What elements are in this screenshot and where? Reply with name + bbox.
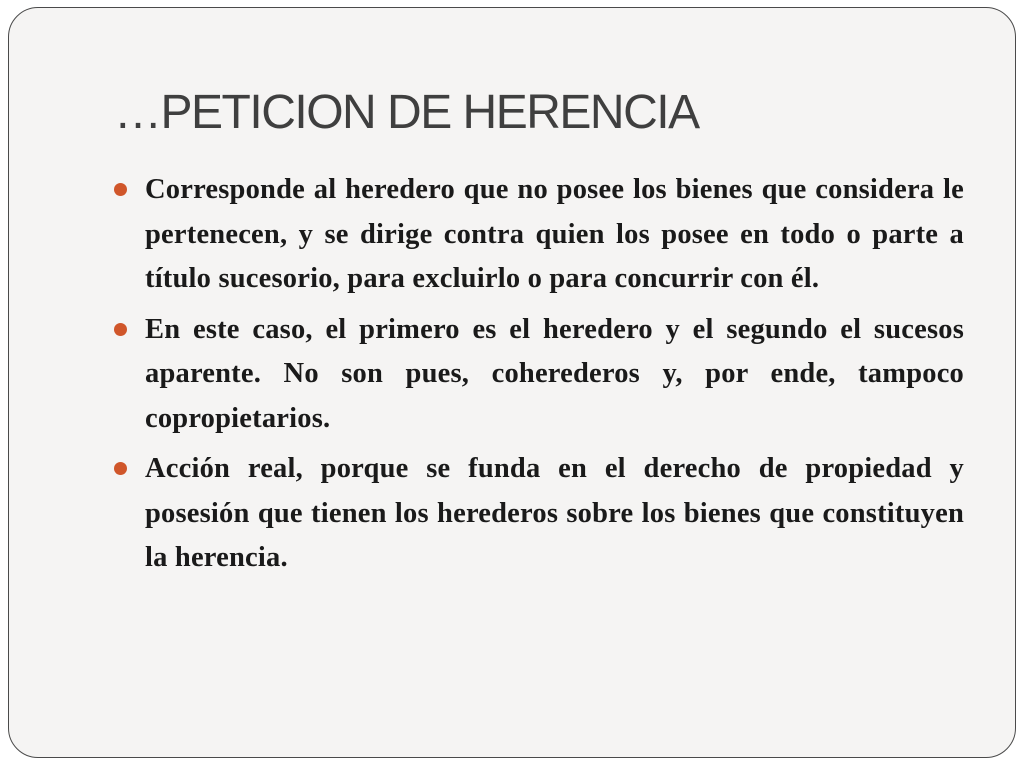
- bullet-item-3: [114, 447, 964, 581]
- bullet-text: Corresponde al heredero que no posee los bienes que considera le pertenecen, y se dirige contra quien los posee en todo o parte a título sucesorio, para excluirlo o para concurrir con él.: [145, 174, 964, 294]
- bullet-text: En este caso, el primero es el heredero y el segundo el sucesos aparente. No son pues, coherederos y, por ende, tampoco copropietarios.: [145, 313, 964, 434]
- bullet-list: [114, 168, 964, 587]
- bullet-item-1: [114, 168, 964, 302]
- bullet-dot-icon: [114, 183, 127, 196]
- slide-title: …PETICION DE HERENCIA: [114, 86, 699, 139]
- bullet-dot-icon: [114, 462, 127, 475]
- bullet-dot-icon: [114, 323, 127, 336]
- bullet-item-2: [114, 308, 964, 442]
- bullet-text: Acción real, porque se funda en el derecho de propiedad y posesión que tienen los herederos sobre los bienes que constituyen la herencia.: [145, 453, 964, 573]
